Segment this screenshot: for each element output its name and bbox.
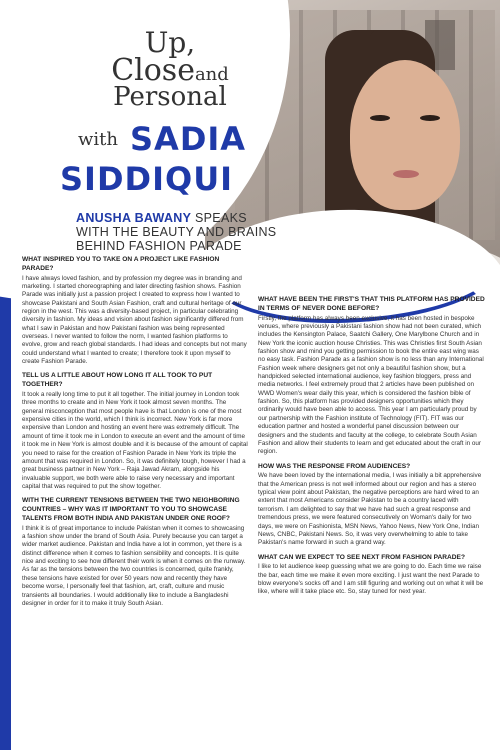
- question: HOW WAS THE RESPONSE FROM AUDIENCES?: [258, 462, 411, 470]
- headline-line2: Closeand: [111, 52, 229, 88]
- headline-line1: Up,: [144, 26, 196, 59]
- eye: [420, 115, 440, 121]
- headline-with: with: [78, 129, 118, 150]
- subheadline-text: SPEAKS WITH THE BEAUTY AND BRAINS BEHIND FASHION PARADE: [76, 211, 277, 253]
- subheadline: [76, 212, 281, 253]
- answer: I like to let audience keep guessing what we are going to do. Each time we raise the bar, each time we make it even more exciting. I just want the next Parade to blow everyone's socks off and I am still figuring and working out on what it will be like, where will it take place etc. So, stay tuned for next year.: [258, 563, 484, 596]
- headline-line3: Personal: [113, 82, 227, 113]
- right-column: [258, 296, 486, 603]
- answer: Firstly, the platform has always been exclusive, it has been hosted in bespoke venues, where previously a Pakistani fashion show had not been curated, which includes the Kensington Palace, Saatchi Gallery, One Marylbone Church and in New York the iconic auction house Christies. This was Christies first South Asian fashion show and mind you getting permission to book the entire east wing was no easy task. Fashion Parade as a fashion show is no less than any International Fashion week where designers get not only a beautiful fashion show, but a handpicked selected international audience, key fashion bloggers, press and media networks. I feel extremely proud that 2 articles have been published on WWD Women's wear daily this year, which is considered the fashion bible of fashion. So, this platform has provided designers opportunities which they ordinarily would have been able to access. This year I am particularly proud by our partnership with the Fashion institute of Technology (FIT). FIT was our education partner and hosted a wonderful panel discussion between our designers and the students and faculty at the college, to celebrate South Asian Fashion and allow their students to learn and get educated about the craft in our region.: [258, 314, 484, 456]
- question: WHAT CAN WE EXPECT TO SEE NEXT FROM FASHION PARADE?: [258, 553, 465, 561]
- question: WHAT INSPIRED YOU TO TAKE ON A PROJECT LIKE FASHION PARADE?: [22, 256, 220, 272]
- author-name: ANUSHA BAWANY: [76, 211, 192, 225]
- answer: I think it is of great importance to include Pakistan when it comes to showcasing a fashion show under the brand of South Asia. Purely because you can target a wider market audience. Pakistan and India have a lot in common, yet there is a distinct difference when it comes to fashion sensibility and concepts. It is quite nice and exciting to see how different their work is when it comes on the runway. As far as the tensions between the two countries is concerned, quite frankly, these tensions have existed for over 50 years now and recently they have become worse, I personally feel that fashion, art, craft, culture and music transients all boundaries. I would additionally like to include a Bangladeshi designer in order for it to make it truly South Asian.: [22, 524, 246, 607]
- left-column: [22, 256, 248, 614]
- name-first: SADIA: [130, 120, 247, 158]
- answer: We have been loved by the international media, I was initially a bit apprehensive that the American press is not well informed about our region and has a stereo typical view point about Pakistan, the negative perceptions are hard wired to an extent that most Americans consider Pakistan to be a country laced with terrorism. I am delighted to say that we have had such a great response and tremendous press, we were featured consecutively on Woman's daily for two days, we were on Fashionista, MSN News, Yahoo News, New York One, Indian News, CNBC, Pakistani News. So, it was very overwhelming to able to take Pakistan's name forward in such a grand way.: [258, 472, 482, 547]
- lips: [393, 170, 419, 178]
- headline: [50, 26, 290, 113]
- eye: [370, 115, 390, 121]
- face: [350, 60, 460, 210]
- question: TELL US A LITTLE ABOUT HOW LONG IT ALL TOOK TO PUT TOGETHER?: [22, 372, 213, 389]
- answer: I have always loved fashion, and by profession my degree was in branding and marketing. I started choreographing and later directing fashion shows. Fashion Parade was initially just a passion project I created to express how I wanted to showcase Pakistani and South Asian Fashion, craft and cultural heritage of our region in the west. This was a diversity-based project, in particular celebrating diversity in fashion. My ideas and vision about fashion significantly differed from what I saw in Pakistan and how Pakistani fashion was being represented overseas. I never wanted to follow the norm, I wanted fashion platforms to evolve, grow and reach global standards. I had ideas and concepts but not many could understand what I wanted to create; I therefore took it upon myself to create Fashion Parade.: [22, 274, 247, 366]
- name-last: SIDDIQUI: [60, 160, 234, 198]
- question: WHAT HAVE BEEN THE FIRST'S THAT THIS PLATFORM HAS PROVIDED IN TERMS OF NEVER DONE BEFORE?: [258, 296, 485, 312]
- answer: It took a really long time to put it all together. The initial journey in London took three months to create and in New York it took almost seven months. The general misconception that most people have is that London is one of the most expensive cities in the world, which I think is incorrect. New York is far more expensive than London and hosting an event here was extremely difficult. The amount of time it took me in London to execute an event and the amount of time it took me in New York is almost double and it is because of the amount of capital you need to raise for the creation of Fashion Parade in New York its triple the amount that was required in London. So, it was definitely tough, however I had a great business partner in New York – Raja Jawad Akram, alongside his invaluable support, we both were able to raise very necessary and important capital that was required to put the show together.: [22, 391, 248, 490]
- question: WITH THE CURRENT TENSIONS BETWEEN THE TWO NEIGHBORING COUNTRIES – WHY WAS IT IMPORTANT TO YOU TO SHOWCASE TALENTS FROM BOTH INDIA AND PAKISTAN UNDER ONE ROOF?: [22, 497, 240, 522]
